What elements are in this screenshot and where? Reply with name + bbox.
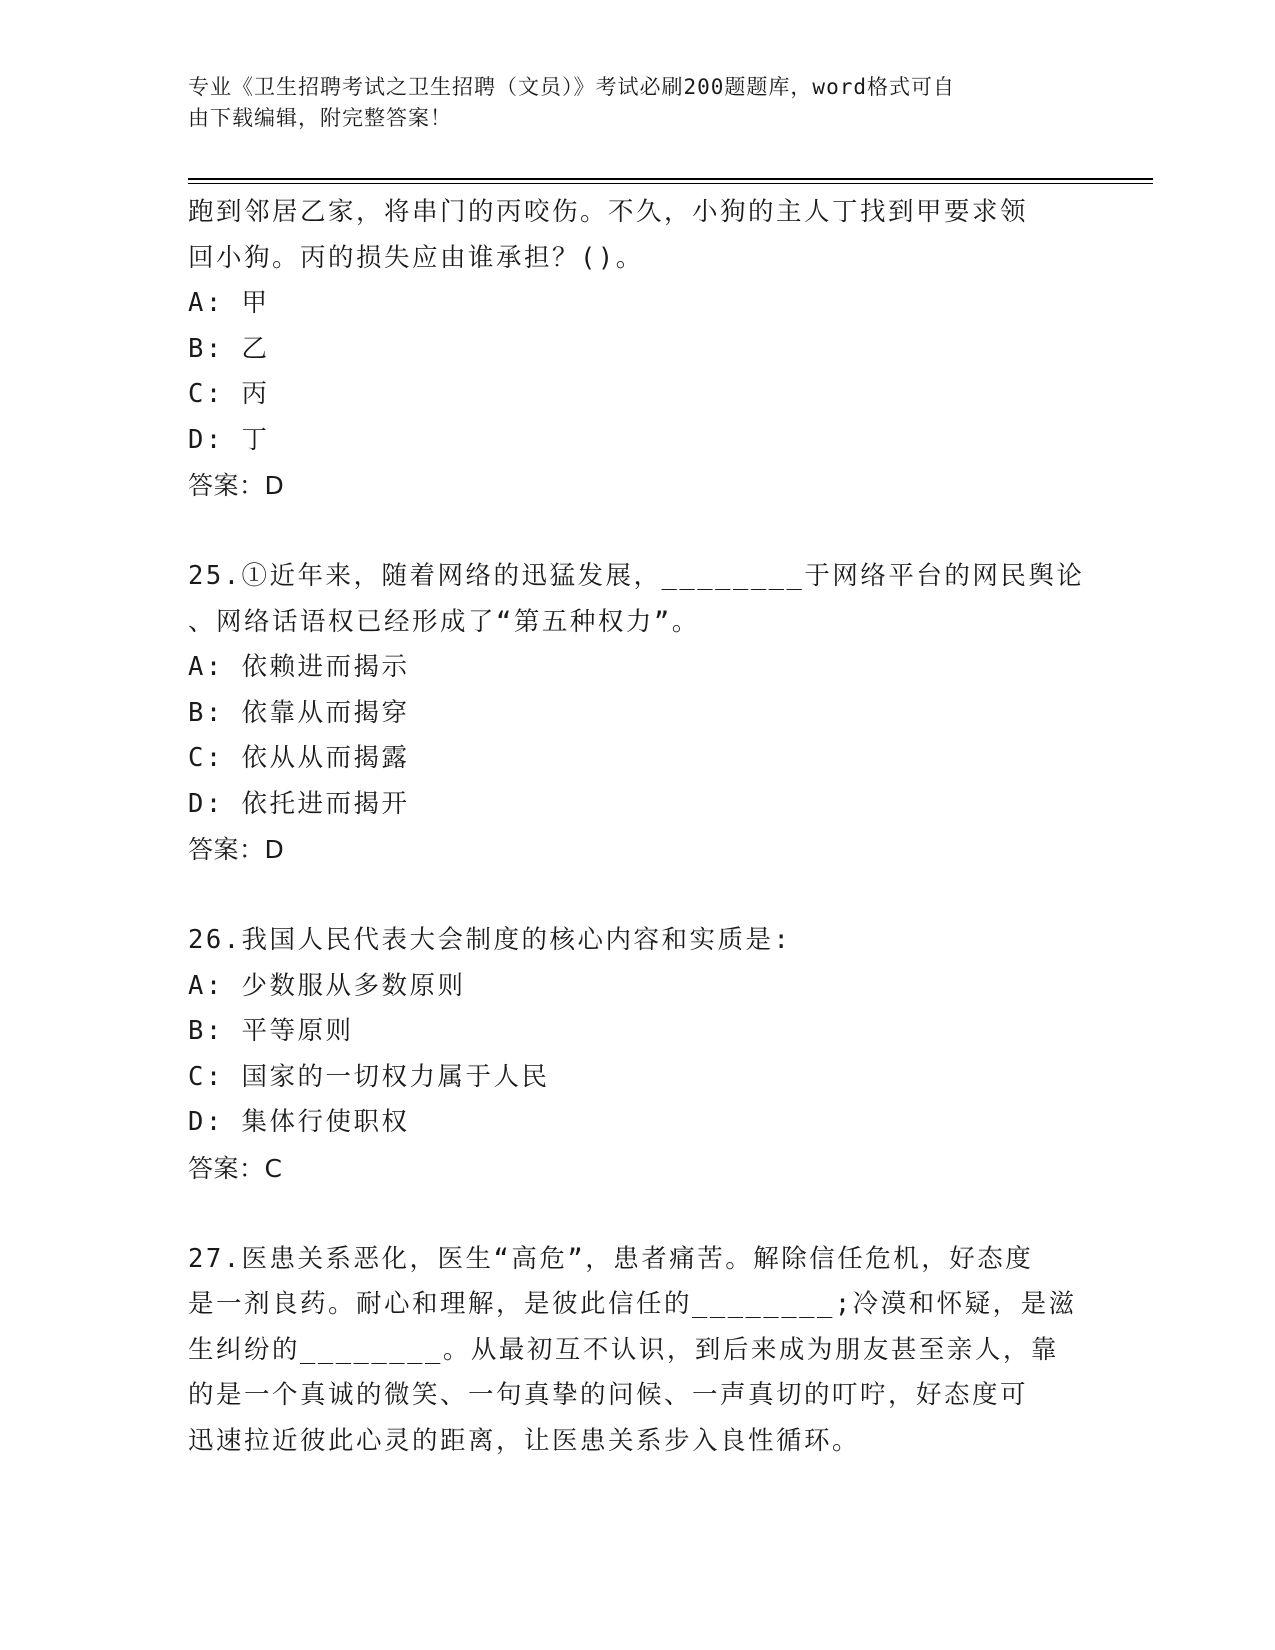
header-title-line-2: 由下载编辑，附完整答案！	[188, 106, 452, 130]
question-spacer	[188, 873, 1088, 919]
question-list	[188, 190, 1088, 1464]
answer-text: 答案：D	[188, 471, 285, 500]
question-text-line: 是一剂良药。耐心和理解，是彼此信任的________;冷漠和怀疑，是滋	[188, 1289, 1077, 1319]
option-a: A: 依赖进而揭示	[188, 652, 410, 682]
header-divider-thin	[188, 183, 1153, 184]
option-d: D: 丁	[188, 424, 270, 455]
option-a: A: 少数服从多数原则	[188, 970, 466, 1001]
question-text-line: 跑到邻居乙家，将串门的丙咬伤。不久，小狗的主人丁找到甲要求领	[188, 197, 1029, 227]
question-text-line: 迅速拉近彼此心灵的距离，让医患关系步入良性循环。	[188, 1425, 861, 1456]
option-b: B: 依靠从而揭穿	[188, 697, 410, 728]
question-spacer	[188, 1191, 1088, 1237]
option-c: C: 丙	[188, 379, 270, 409]
option-c: C: 依从从而揭露	[188, 743, 410, 773]
option-a: A: 甲	[188, 288, 270, 318]
question-26	[188, 918, 1088, 1191]
question-text-line: 的是一个真诚的微笑、一句真挚的问候、一声真切的叮咛，好态度可	[188, 1380, 1029, 1410]
question-24	[188, 190, 1088, 509]
document-header	[188, 72, 1068, 134]
question-text-line: 27.医患关系恶化，医生“高危”，患者痛苦。解除信任危机，好态度	[188, 1243, 1034, 1274]
question-25	[188, 554, 1088, 873]
question-text-line: 25.①近年来，随着网络的迅猛发展，________于网络平台的网民舆论	[188, 561, 1085, 591]
option-d: D: 集体行使职权	[188, 1107, 410, 1137]
option-c: C: 国家的一切权力属于人民	[188, 1061, 550, 1092]
question-text-line: 、网络话语权已经形成了“第五种权力”。	[188, 606, 700, 637]
answer-text: 答案：D	[188, 835, 285, 864]
question-text-line: 回小狗。丙的损失应由谁承担？()。	[188, 242, 644, 273]
header-divider-thick	[188, 178, 1153, 180]
answer-text: 答案：C	[188, 1153, 283, 1183]
question-27	[188, 1237, 1088, 1465]
option-b: B: 平等原则	[188, 1016, 354, 1046]
question-spacer	[188, 509, 1088, 555]
option-d: D: 依托进而揭开	[188, 788, 410, 819]
question-text-line: 生纠纷的________。从最初互不认识，到后来成为朋友甚至亲人，靠	[188, 1334, 1059, 1365]
header-title-line-1: 专业《卫生招聘考试之卫生招聘（文员）》考试必刷200题题库，word格式可自	[188, 75, 955, 99]
question-text-line: 26.我国人民代表大会制度的核心内容和实质是:	[188, 925, 792, 955]
option-b: B: 乙	[188, 333, 270, 364]
